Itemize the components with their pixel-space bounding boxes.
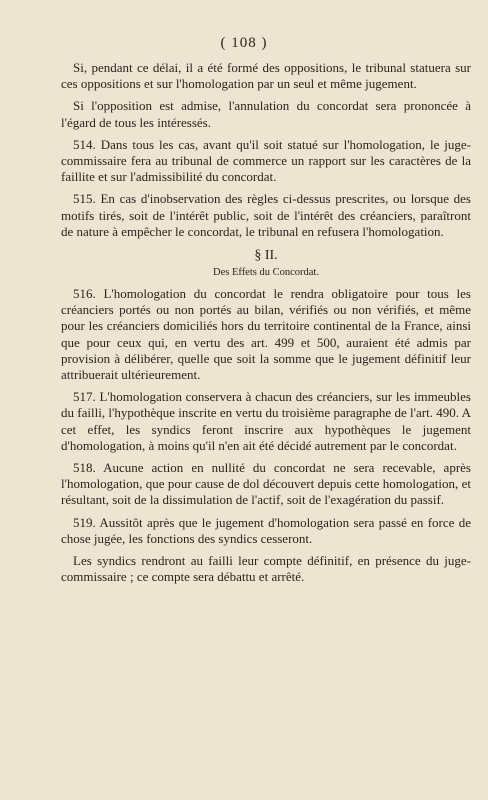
body-text [61,60,471,591]
paragraph-article-515: 515. En cas d'inobservation des règles ci-dessus prescrites, ou lorsque des motifs tirés, soit de l'intérêt public, soit de l'intérêt des créanciers, paraîtront de nature à empêcher le concordat, le tribunal en refusera l'homologation. [61,191,471,239]
page-number: ( 108 ) [220,35,268,51]
paragraph-article-518: 518. Aucune action en nullité du concordat ne sera recevable, après l'homologation, que pour cause de dol découvert depuis cette homologation, et résultant, soit de la dissimulation de l'actif, soit de l'exagération du passif. [61,460,471,508]
paragraph-syndics-account: Les syndics rendront au failli leur compte définitif, en présence du juge-commissaire ; ce compte sera débattu et arrêté. [61,553,471,585]
paragraph-opposition-judgment: Si, pendant ce délai, il a été formé des oppositions, le tribunal statuera sur ces oppositions et sur l'homologation par un seul et même jugement. [61,60,471,92]
paragraph-article-516: 516. L'homologation du concordat le rendra obligatoire pour tous les créanciers portés ou non portés au bilan, vérifiés ou non vérifiés, et même pour les créanciers domiciliés hors du territoire continental de la France, ainsi que pour ceux qui, en vertu des art. 499 et 500, auraient été admis par provision à délibérer, quelle que soit la somme que le jugement définitif leur attribuerait ultérieurement. [61,286,471,383]
paragraph-article-517: 517. L'homologation conservera à chacun des créanciers, sur les immeubles du failli, l'hypothèque inscrite en vertu du troisième paragraphe de l'art. 490. A cet effet, les syndics feront inscrire aux hypothèques le jugement d'homologation, à moins qu'il n'en ait été décidé autrement par le concordat. [61,389,471,453]
paragraph-article-514: 514. Dans tous les cas, avant qu'il soit statué sur l'homologation, le juge-commissaire fera au tribunal de commerce un rapport sur les caractères de la faillite et sur l'admissibilité du concordat. [61,136,471,185]
paragraph-annulment: Si l'opposition est admise, l'annulation du concordat sera prononcée à l'égard de tous les intéressés. [61,98,471,130]
section-heading: § II. [254,248,278,264]
paragraph-article-519: 519. Aussitôt après que le jugement d'homologation sera passé en force de chose jugée, les fonctions des syndics cesseront. [61,514,471,546]
section-subtitle: Des Effets du Concordat. [213,267,319,279]
